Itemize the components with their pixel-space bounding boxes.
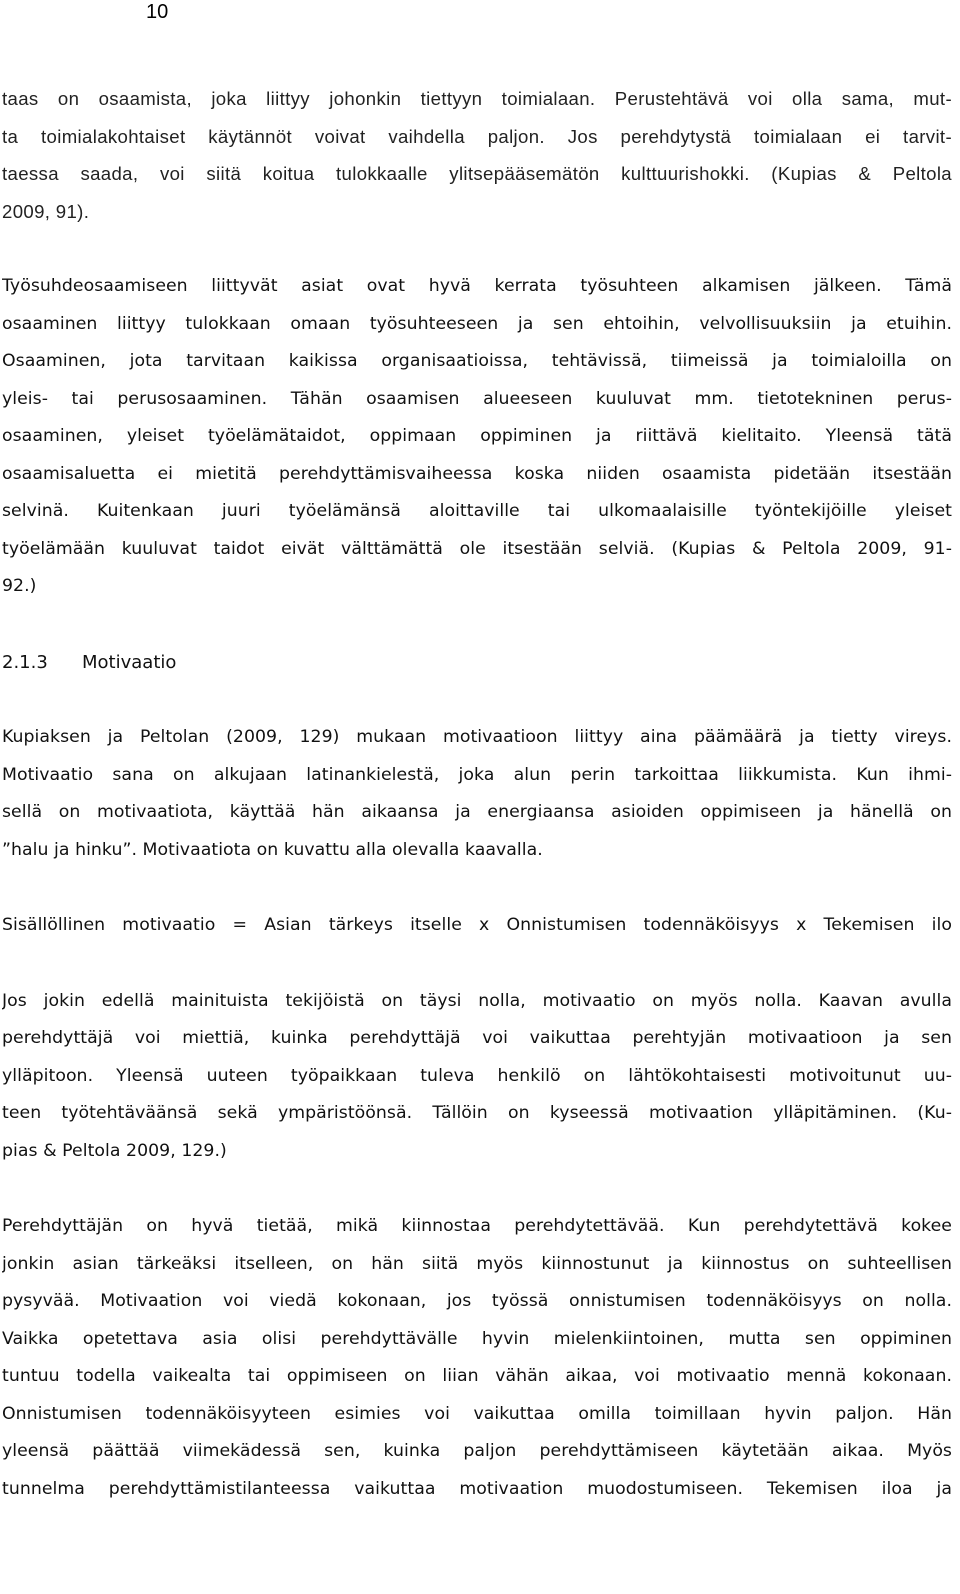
text-line: Työsuhdeosaamiseen liittyvät asiat ovat hyvä kerrata työsuhteen alkamisen jälkeen. Tämä bbox=[2, 276, 952, 296]
text-line: Motivaatio sana on alkujaan latinankielestä, joka alun perin tarkoittaa liikkumista. Kun ihmi- bbox=[2, 764, 952, 785]
paragraph-trainer-interest bbox=[2, 1208, 952, 1508]
paragraph-industry-knowledge bbox=[2, 80, 952, 230]
text-line: ta toimialakohtaiset käytännöt voivat vaihdella paljon. Jos perehdytystä toimialaan ei tarvit- bbox=[2, 125, 952, 147]
section-number: 2.1.3 bbox=[2, 651, 48, 673]
text-line: teen työtehtäväänsä sekä ympäristöönsä. Tällöin on kyseessä motivaation ylläpitäminen. (Ku- bbox=[2, 1103, 952, 1123]
formula-line: Sisällöllinen motivaatio = Asian tärkeys itselle x Onnistumisen todennäköisyys x Tekemisen ilo bbox=[2, 915, 952, 935]
text-line: ”halu ja hinku”. Motivaatiota on kuvattu alla olevalla kaavalla. bbox=[2, 839, 543, 860]
text-line: 92.) bbox=[2, 576, 37, 596]
document-body bbox=[2, 80, 952, 1508]
text-line: Osaaminen, jota tarvitaan kaikissa organisaatioissa, tehtävissä, tiimeissä ja toimialoilla on bbox=[2, 351, 952, 371]
text-line: 2009, 91). bbox=[2, 200, 90, 222]
text-line: osaamisaluetta ei mietitä perehdyttämisvaiheessa koska niiden osaamista pidetään itsestään bbox=[2, 463, 952, 484]
text-line: yleis- tai perusosaaminen. Tähän osaamisen alueeseen kuuluvat mm. tietotekninen perus- bbox=[2, 388, 952, 409]
text-line: Kupiaksen ja Peltolan (2009, 129) mukaan motivaatioon liittyy aina päämäärä ja tietty vireys. bbox=[2, 727, 952, 747]
text-line: sellä on motivaatiota, käyttää hän aikaansa ja energiaansa asioiden oppimiseen ja hänellä on bbox=[2, 802, 952, 822]
paragraph-formula-explanation bbox=[2, 983, 952, 1171]
text-line: Onnistumisen todennäköisyyteen esimies voi vaikuttaa omilla toimillaan hyvin paljon. Hän bbox=[2, 1403, 952, 1424]
text-line: Vaikka opetettava asia olisi perehdyttävälle hyvin mielenkiintoinen, mutta sen oppiminen bbox=[2, 1328, 952, 1349]
section-title: Motivaatio bbox=[82, 651, 177, 673]
text-line: Jos jokin edellä mainituista tekijöistä on täysi nolla, motivaatio on myös nolla. Kaavan avulla bbox=[2, 990, 952, 1011]
text-line: tunnelma perehdyttämistilanteessa vaikuttaa motivaation muodostumiseen. Tekemisen iloa ja bbox=[2, 1478, 952, 1499]
page-number: 10 bbox=[146, 1, 169, 23]
text-line: ylläpitoon. Yleensä uuteen työpaikkaan tuleva henkilö on lähtökohtaisesti motivoitunut uu- bbox=[2, 1065, 952, 1086]
section-heading bbox=[2, 644, 952, 682]
text-line: yleensä päättää viimekädessä sen, kuinka paljon perehdyttämiseen käytetään aikaa. Myös bbox=[2, 1441, 952, 1461]
text-line: selvinä. Kuitenkaan juuri työelämänsä aloittaville tai ulkomaalaisille työntekijöille yleiset bbox=[2, 501, 952, 521]
text-line: osaaminen, yleiset työelämätaidot, oppimaan oppiminen ja riittävä kielitaito. Yleensä tätä bbox=[2, 426, 952, 446]
paragraph-motivation-definition bbox=[2, 719, 952, 869]
text-line: taas on osaamista, joka liittyy johonkin tiettyyn toimialaan. Perustehtävä voi olla sama, mut- bbox=[2, 88, 952, 109]
text-line: Perehdyttäjän on hyvä tietää, mikä kiinnostaa perehdytettävää. Kun perehdytettävä kokee bbox=[2, 1216, 952, 1236]
text-line: työelämään kuuluvat taidot eivät välttämättä ole itsestään selviä. (Kupias & Peltola 2009, 91- bbox=[2, 538, 952, 559]
text-line: jonkin asian tärkeäksi itselleen, on hän siitä myös kiinnostunut ja kiinnostus on suhteellisen bbox=[2, 1253, 952, 1274]
text-line: osaaminen liittyy tulokkaan omaan työsuhteeseen ja sen ehtoihin, velvollisuuksiin ja etuihin. bbox=[2, 313, 952, 334]
paragraph-employment-knowledge bbox=[2, 268, 952, 606]
text-line: pias & Peltola 2009, 129.) bbox=[2, 1140, 227, 1161]
motivation-formula bbox=[2, 907, 952, 945]
text-line: perehdyttäjä voi miettiä, kuinka perehdyttäjä voi vaikuttaa perehtyjän motivaatioon ja sen bbox=[2, 1028, 952, 1048]
text-line: taessa saada, voi siitä koitua tulokkaalle ylitsepääsemätön kulttuurishokki. (Kupias & Peltola bbox=[2, 163, 952, 184]
text-line: pysyvää. Motivaation voi viedä kokonaan, jos työssä onnistumisen todennäköisyys on nolla. bbox=[2, 1291, 952, 1311]
text-line: tuntuu todella vaikealta tai oppimiseen on liian vähän aikaa, voi motivaatio mennä kokonaan. bbox=[2, 1366, 952, 1386]
